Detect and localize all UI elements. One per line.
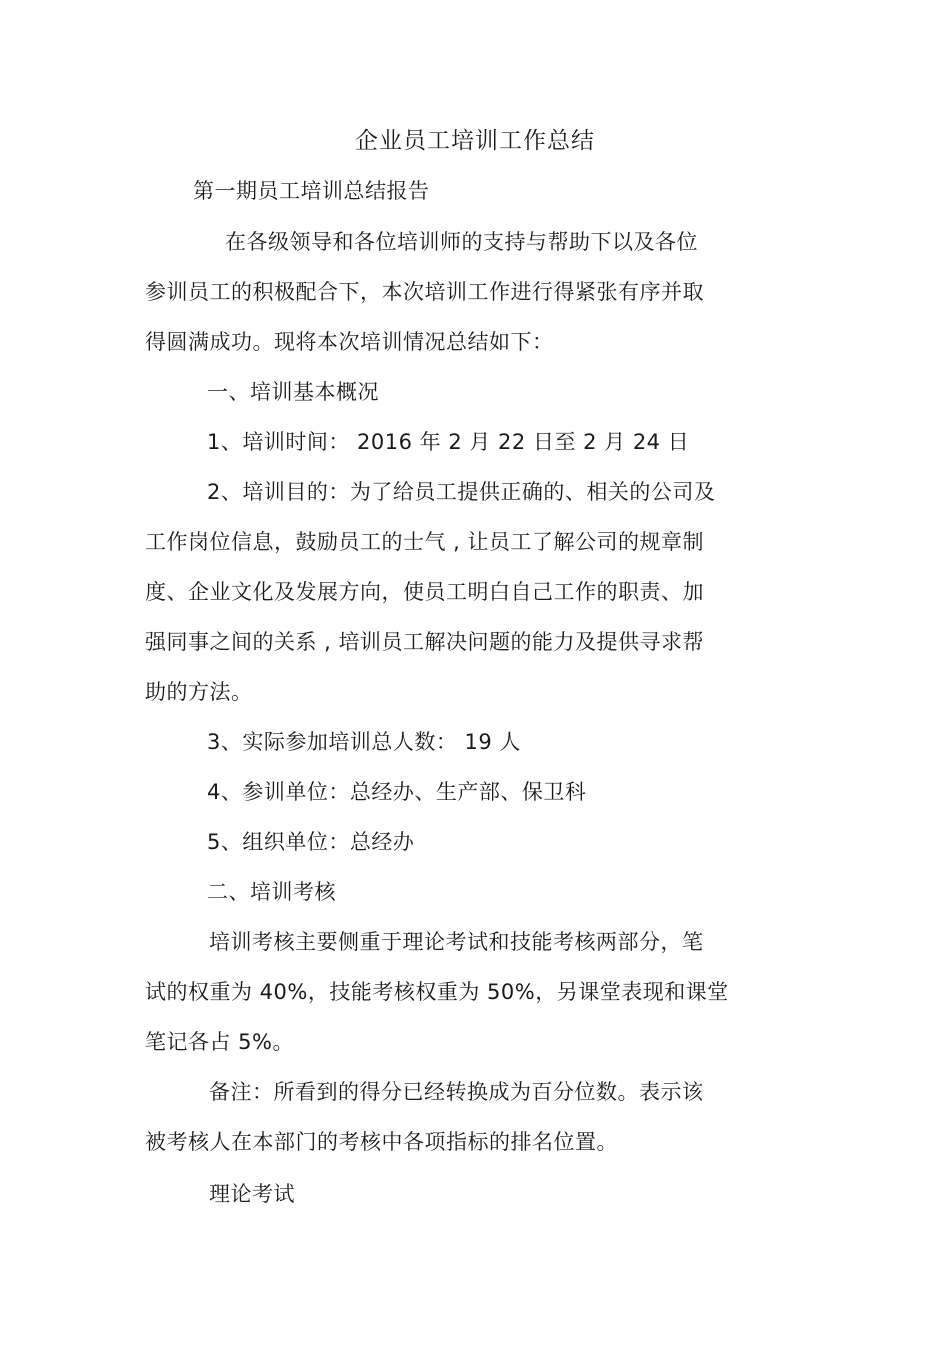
- remark-line-1: 备注：所看到的得分已经转换成为百分位数。表示该: [209, 1080, 704, 1104]
- assessment-line-3: 笔记各占 5%。: [145, 1030, 294, 1054]
- intro-line-1: 在各级领导和各位培训师的支持与帮助下以及各位: [225, 230, 698, 254]
- item-purpose-line-3: 度、企业文化及发展方向，使员工明白自己工作的职责、加: [145, 580, 704, 604]
- intro-line-3: 得圆满成功。现将本次培训情况总结如下：: [145, 330, 554, 354]
- item-training-time: 1、培训时间： 2016 年 2 月 22 日至 2 月 24 日: [207, 430, 690, 454]
- item-purpose-line-2: 工作岗位信息，鼓励员工的士气 , 让员工了解公司的规章制: [145, 530, 705, 554]
- remark-line-2: 被考核人在本部门的考核中各项指标的排名位置。: [145, 1130, 618, 1154]
- theory-exam-heading: 理论考试: [209, 1182, 295, 1206]
- item-participant-count: 3、实际参加培训总人数： 19 人: [207, 730, 521, 754]
- assessment-line-1: 培训考核主要侧重于理论考试和技能考核两部分，笔: [209, 930, 704, 954]
- item-organizing-unit: 5、组织单位：总经办: [207, 830, 415, 854]
- item-purpose-line-4: 强同事之间的关系 , 培训员工解决问题的能力及提供寻求帮: [145, 630, 705, 654]
- report-subtitle: 第一期员工培训总结报告: [193, 179, 430, 203]
- document-title: 企业员工培训工作总结: [355, 128, 595, 154]
- section-heading-assessment: 二、培训考核: [207, 880, 336, 904]
- intro-line-2: 参训员工的积极配合下，本次培训工作进行得紧张有序并取: [145, 280, 704, 304]
- assessment-line-2: 试的权重为 40%，技能考核权重为 50%，另课堂表现和课堂: [145, 980, 729, 1004]
- section-heading-overview: 一、培训基本概况: [207, 380, 379, 404]
- item-purpose-line-1: 2、培训目的：为了给员工提供正确的、相关的公司及: [207, 480, 716, 504]
- item-participating-units: 4、参训单位：总经办、生产部、保卫科: [207, 780, 587, 804]
- item-purpose-line-5: 助的方法。: [145, 680, 253, 704]
